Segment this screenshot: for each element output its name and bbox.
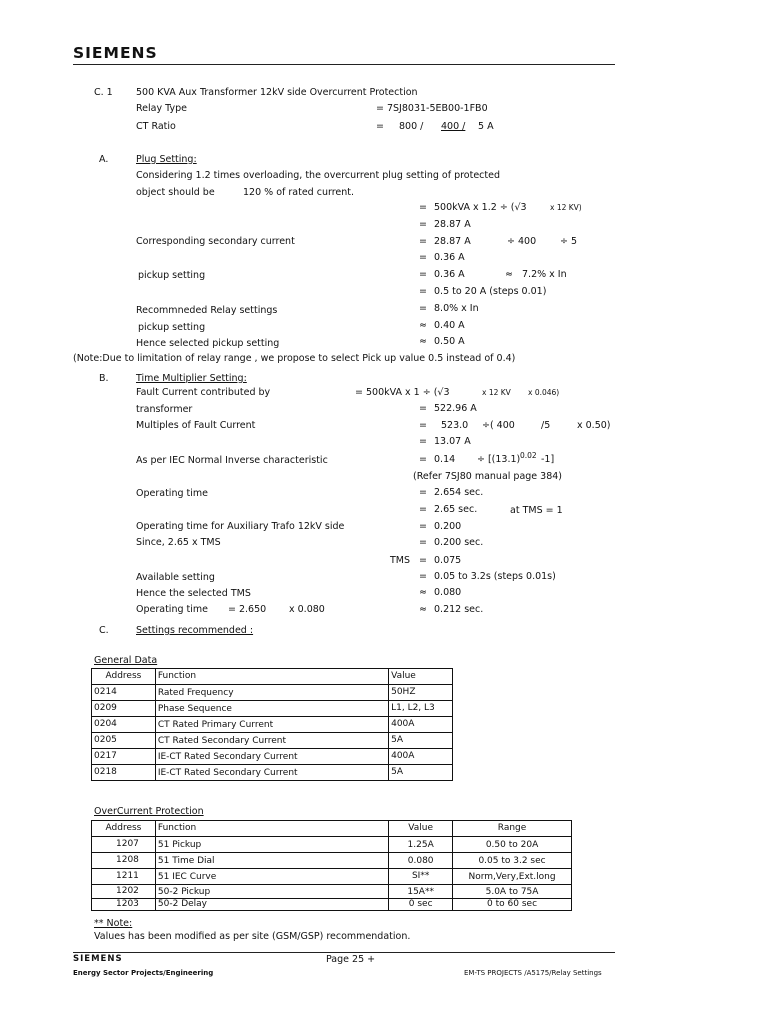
op-label: Operating time [136, 488, 208, 499]
table-cell: 0204 [92, 717, 156, 733]
plug-val: 28.87 A [434, 219, 471, 230]
table-cell: 1202 [92, 885, 156, 899]
plug-sym: = [419, 202, 427, 213]
plug-label: Corresponding secondary current [136, 236, 295, 247]
table-row [92, 853, 572, 869]
plug-val: 0.5 to 20 A (steps 0.01) [434, 286, 547, 297]
tms-label: TMS [390, 555, 411, 566]
table-row [92, 765, 453, 781]
plug-val3: ÷ 5 [560, 236, 578, 247]
header-cell: Value [389, 821, 453, 837]
rec-letter: C. [99, 625, 109, 636]
header-cell: Address [92, 821, 156, 837]
page-number: Page 25 + [326, 954, 376, 965]
table-cell: 5.0A to 75A [453, 885, 572, 899]
multiples-label: Multiples of Fault Current [136, 420, 256, 431]
table-cell: 50-2 Pickup [155, 885, 388, 899]
plug-sym: ≈ [419, 336, 427, 347]
note-text: Values has been modified as per site (GSM/GSP) recommendation. [94, 931, 411, 942]
op-tms: at TMS = 1 [510, 505, 563, 516]
section-number: C. 1 [94, 87, 113, 98]
ct-ratio-label: CT Ratio [136, 121, 176, 132]
plug-sym: = [419, 219, 427, 230]
fault-eq: = 500kVA x 1 ÷ (√3 [355, 387, 450, 398]
iec-exp: 0.02 [520, 451, 537, 460]
table-row [92, 685, 453, 701]
header-rule [73, 64, 615, 65]
iec-div: ÷ [(13.1) [477, 454, 521, 465]
ct-ratio-b: 400 / [441, 121, 466, 132]
eq-sign: = [419, 504, 427, 515]
table-row [92, 717, 453, 733]
plug-sym: = [419, 236, 427, 247]
table-cell: 51 Time Dial [155, 853, 388, 869]
aux-label: Operating time for Auxiliary Trafo 12kV side [136, 521, 345, 532]
section-title: 500 KVA Aux Transformer 12kV side Overcurrent Protection [136, 87, 418, 98]
plug-sym: ≈ [419, 320, 427, 331]
plug-val2: ÷ 400 [507, 236, 537, 247]
avail-label: Available setting [136, 572, 215, 583]
table-cell: 5A [389, 733, 453, 749]
approx-sign: ≈ [419, 604, 427, 615]
table-cell: 0 to 60 sec [453, 899, 572, 911]
since-value: 0.200 sec. [434, 537, 484, 548]
table-header-row [92, 821, 572, 837]
table-cell: 1.25A [389, 837, 453, 853]
table-cell: 1208 [92, 853, 156, 869]
multiples-b: ÷( 400 [482, 420, 515, 431]
plug-val: 0.36 A [434, 252, 465, 263]
table-cell: Phase Sequence [155, 701, 388, 717]
footer-brand: SIEMENS [73, 954, 123, 964]
table-cell: IE-CT Rated Secondary Current [155, 765, 388, 781]
opt-value: 0.212 sec. [434, 604, 484, 615]
eq-sign: = [419, 454, 427, 465]
header-cell: Range [453, 821, 572, 837]
table-cell: CT Rated Primary Current [155, 717, 388, 733]
eq-sign: = [419, 487, 427, 498]
eq-sign: = [419, 436, 427, 447]
eq-sign: = [419, 555, 427, 566]
eq-sign: = [419, 521, 427, 532]
multiples-d: x 0.50) [577, 420, 611, 431]
since-label: Since, 2.65 x TMS [136, 537, 221, 548]
eq-sign: = [419, 571, 427, 582]
table-cell: 0217 [92, 749, 156, 765]
general-data-title: General Data [94, 655, 158, 666]
plug-note: (Note:Due to limitation of relay range , we propose to select Pick up value 0.5 instead of 0.4) [73, 353, 516, 364]
plug-val: 0.36 A [434, 269, 465, 280]
table-cell: 1211 [92, 869, 156, 885]
footer-department: Energy Sector Projects/Engineering [73, 969, 214, 977]
tms-letter: B. [99, 373, 109, 384]
relay-type-label: Relay Type [136, 103, 187, 114]
siemens-logo: SIEMENS [73, 44, 158, 62]
table-cell: 1207 [92, 837, 156, 853]
table-cell: 0.50 to 20A [453, 837, 572, 853]
aux-value: 0.200 [434, 521, 462, 532]
note-heading: ** Note: [94, 918, 133, 929]
table-cell: Rated Frequency [155, 685, 388, 701]
table-header-row [92, 669, 453, 685]
table-cell: 0.080 [389, 853, 453, 869]
fault-label: Fault Current contributed by [136, 387, 271, 398]
plug-sym: = [419, 269, 427, 280]
table-cell: 400A [389, 749, 453, 765]
table-cell: 0214 [92, 685, 156, 701]
rec-heading: Settings recommended : [136, 625, 254, 636]
general-data-table [91, 668, 453, 781]
ct-ratio-a: 800 / [399, 121, 424, 132]
overcurrent-table [91, 820, 572, 911]
eq-sign: = [419, 420, 427, 431]
fault-kv: x 12 KV [482, 388, 511, 397]
plug-label: Hence selected pickup setting [136, 338, 280, 349]
plug-sym: = [419, 303, 427, 314]
table-cell: 1203 [92, 899, 156, 911]
opt-mul: x 0.080 [289, 604, 325, 615]
transformer-value: 522.96 A [434, 403, 477, 414]
sel-label: Hence the selected TMS [136, 588, 251, 599]
multiples-c: /5 [541, 420, 551, 431]
header-cell: Function [155, 669, 388, 685]
tms-value: 0.075 [434, 555, 462, 566]
header-cell: Value [389, 669, 453, 685]
multiples-result: 13.07 A [434, 436, 471, 447]
plug-para-1: Considering 1.2 times overloading, the overcurrent plug setting of protected [136, 170, 501, 181]
table-row [92, 701, 453, 717]
ct-ratio-eq: = [376, 121, 384, 132]
table-cell: 400A [389, 717, 453, 733]
iec-label: As per IEC Normal Inverse characteristic [136, 455, 328, 466]
table-cell: 51 IEC Curve [155, 869, 388, 885]
opt-eq: = 2.650 [228, 604, 267, 615]
opt-label: Operating time [136, 604, 208, 615]
table-cell: Norm,Very,Ext.long [453, 869, 572, 885]
plug-val: 0.40 A [434, 320, 465, 331]
table-cell: 5A [389, 765, 453, 781]
fault-z: x 0.046) [528, 388, 560, 397]
footer-rule [73, 952, 615, 953]
table-cell: IE-CT Rated Secondary Current [155, 749, 388, 765]
table-cell: 0205 [92, 733, 156, 749]
plug-label: pickup setting [138, 322, 206, 333]
table-row [92, 869, 572, 885]
table-cell: 0218 [92, 765, 156, 781]
header-cell: Function [155, 821, 388, 837]
table-cell: L1, L2, L3 [389, 701, 453, 717]
table-row [92, 885, 572, 899]
table-row [92, 899, 572, 911]
table-row [92, 733, 453, 749]
plug-val2: ≈ [505, 269, 513, 280]
table-cell: SI** [389, 869, 453, 885]
tms-heading: Time Multiplier Setting: [136, 373, 247, 384]
sel-value: 0.080 [434, 587, 462, 598]
header-cell: Address [92, 669, 156, 685]
iec-end: -1] [541, 454, 555, 465]
table-cell: 50-2 Delay [155, 899, 388, 911]
plug-val: 500kVA x 1.2 ÷ (√3 [434, 202, 527, 213]
overcurrent-title: OverCurrent Protection [94, 806, 204, 817]
table-cell: 50HZ [389, 685, 453, 701]
eq-sign: = [419, 537, 427, 548]
table-cell: CT Rated Secondary Current [155, 733, 388, 749]
relay-type-value: = 7SJ8031-5EB00-1FB0 [376, 103, 488, 114]
plug-val3: 7.2% x In [522, 269, 567, 280]
table-cell: 51 Pickup [155, 837, 388, 853]
footer-reference: EM-TS PROJECTS /A5175/Relay Settings [464, 969, 602, 977]
op-value-2: 2.65 sec. [434, 504, 478, 515]
plug-val: 0.50 A [434, 336, 465, 347]
plug-val: 28.87 A [434, 236, 471, 247]
table-row [92, 837, 572, 853]
table-cell: 0 sec [389, 899, 453, 911]
plug-val-kv: x 12 KV) [550, 203, 582, 212]
plug-label: Recommneded Relay settings [136, 305, 278, 316]
plug-sym: = [419, 252, 427, 263]
eq-sign: = [419, 403, 427, 414]
table-row [92, 749, 453, 765]
iec-refer: (Refer 7SJ80 manual page 384) [413, 471, 563, 482]
table-cell: 0209 [92, 701, 156, 717]
ct-ratio-c: 5 A [478, 121, 494, 132]
plug-sym: = [419, 286, 427, 297]
op-value-1: 2.654 sec. [434, 487, 484, 498]
plug-heading: Plug Setting: [136, 154, 197, 165]
approx-sign: ≈ [419, 587, 427, 598]
iec-value: 0.14 [434, 454, 456, 465]
plug-val: 8.0% x In [434, 303, 479, 314]
plug-para-2b: 120 % of rated current. [243, 187, 355, 198]
avail-value: 0.05 to 3.2s (steps 0.01s) [434, 571, 556, 582]
plug-label: pickup setting [138, 270, 206, 281]
plug-letter: A. [99, 154, 109, 165]
transformer-label: transformer [136, 404, 193, 415]
table-cell: 0.05 to 3.2 sec [453, 853, 572, 869]
plug-para-2a: object should be [136, 187, 215, 198]
table-cell: 15A** [389, 885, 453, 899]
multiples-a: 523.0 [441, 420, 469, 431]
